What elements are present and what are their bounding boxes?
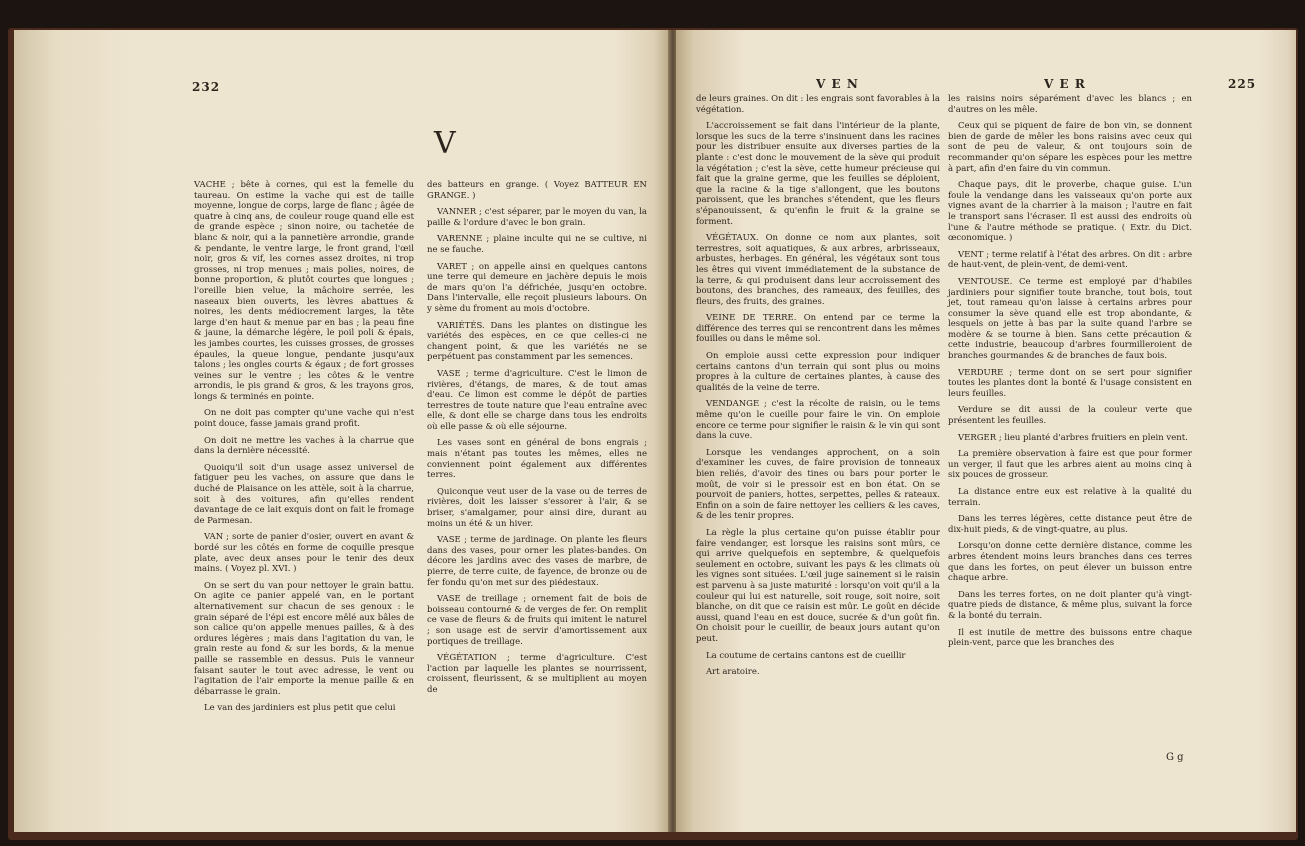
left-column-1 [194, 180, 414, 720]
paragraph: Dans les terres légères, cette distance peut être de dix-huit pieds, & de vingt-quatre, au plus. [948, 514, 1192, 535]
paragraph: On se sert du van pour nettoyer le grain battu. On agite ce panier appelé van, en le portant alternativement sur chacun de ses genoux : le grain séparé de l'épi est encore mêlé aux bâles de son calice qu'on appelle menues pailles, & à des ordures légères ; mais dans l'agitation du van, le grain reste au fond & sur les bords, & la menue paille se rassemble en dessus. Puis le vanneur faisant sauter le tout avec adresse, le vent ou l'agitation de l'air emporte la menue paille & en débarrasse le grain. [194, 580, 414, 697]
left-page [14, 30, 670, 832]
paragraph: Dans les terres fortes, on ne doit planter qu'à vingt-quatre pieds de distance, & même plus, suivant la force & la bonté du terrain. [948, 589, 1192, 621]
paragraph: La règle la plus certaine qu'on puisse établir pour faire vendanger, est lorsque les raisins sont mûrs, ce qui arrive quelquefois en septembre, & quelquefois seulement en octobre, suivant les pays & les climats où les vignes sont situées. L'œil juge sainement si le raisin est parvenu à sa juste maturité : lorsqu'on voit qu'il a la couleur qui lui est naturelle, soit rouge, soit noire, soit blanche, on dit que ce raisin est mûr. Le goût en décide aussi, quand l'eau en est douce, sucrée & d'un goût fin. On choisit pour le cueillir, de beaux jours autant qu'on peut. [696, 527, 940, 644]
paragraph: VERDURE ; terme dont on se sert pour signifier toutes les plantes dont la bonté & l'usage consistent en leurs feuilles. [948, 367, 1192, 399]
left-column-2 [427, 180, 647, 702]
paragraph: VACHE ; bête à cornes, qui est la femelle du taureau. On estime la vache qui est de taille moyenne, longue de corps, large de flanc ; âgée de quatre à cinq ans, de couleur rouge quand elle est de grande espèce ; sinon noire, ou tachetée de blanc & noir, qui a la pannetière arrondie, grande & pendante, le ventre large, le front grand, l'œil noir, gros & vif, les cornes assez droites, ni trop grosses, ni trop menues ; mais polies, noires, de bonne proportion, & plutôt courtes que longues ; l'oreille bien velue, la mâchoire serrée, les naseaux bien ouverts, les lèvres abattues & noires, les dents médiocrement larges, la tête large d'en haut & menue par en bas ; la peau fine & jaune, la démarche légère, le poil poli & épais, les jambes courtes, les cuisses grosses, de grosses épaules, la queue longue, pendante jusqu'aux talons ; les ongles courts & égaux ; de fort grosses veines sur le ventre ; les côtes & le ventre arrondis, le pis grand & gros, & les trayons gros, longs & terminés en pointe. [194, 180, 414, 402]
paragraph: La première observation à faire est que pour former un verger, il faut que les arbres aient au moins cinq à six pouces de grosseur. [948, 449, 1192, 481]
right-page-number: 225 [1228, 77, 1257, 91]
paragraph: La coutume de certains cantons est de cueillir [706, 650, 906, 661]
paragraph: VERGER ; lieu planté d'arbres fruitiers en plein vent. [958, 432, 1188, 443]
left-page-number: 232 [192, 80, 221, 94]
paragraph: Lorsque les vendanges approchent, on a soin d'examiner les cuves, de faire provision de tonneaux bien reliés, d'avoir des tines ou bars pour porter le moût, de voir si le pressoir est en bon état. On se pourvoit de paniers, hottes, serpettes, pelles & rateaux. Enfin on a soin de faire nettoyer les celliers & les caves, & de les tenir propres. [696, 447, 940, 522]
right-column-2 [948, 94, 1192, 655]
paragraph: VASE ; terme d'agriculture. C'est le limon de rivières, d'étangs, de mares, & de tout amas d'eau. Ce limon est comme le dépôt de parties terrestres de toute nature que l'eau entraîne avec elle, & dont elle se charge dans tous les endroits où elle passe & où elle séjourne. [427, 368, 647, 432]
paragraph: des batteurs en grange. ( Voyez BATTEUR EN GRANGE. ) [427, 180, 647, 201]
paragraph: La distance entre eux est relative à la qualité du terrain. [948, 487, 1192, 508]
paragraph: les raisins noirs séparément d'avec les blancs ; en d'autres on les mêle. [948, 94, 1192, 115]
paragraph: On emploie aussi cette expression pour indiquer certains cantons d'un terrain qui sont plus ou moins propres à la culture de certaines plantes, à cause des qualités de la veine de terre. [696, 351, 940, 393]
paragraph: VAN ; sorte de panier d'osier, ouvert en avant & bordé sur les côtés en forme de coquille presque plate, avec deux anses pour le tenir des deux mains. ( Voyez pl. XVI. ) [194, 532, 414, 575]
signature-mark: G g [1166, 752, 1184, 763]
paragraph: Chaque pays, dit le proverbe, chaque guise. L'un foule la vendange dans les vaisseaux qu'on porte aux vignes avant de la charrier à la maison ; l'autre en fait le transport sans l'écraser. Il est aussi des endroits où l'une & l'autre méthode se pratique. ( Extr. du Dict. œconomique. ) [948, 180, 1192, 244]
paragraph: VASE de treillage ; ornement fait de bois de boisseau contourné & de verges de fer. On remplit ce vase de fleurs & de fruits qui imitent le naturel ; son usage est de servir d'amortissement aux portiques de treillage. [427, 594, 647, 647]
paragraph: Art aratoire. [706, 667, 760, 678]
paragraph: Les vases sont en général de bons engrais ; mais n'étant pas toutes les mêmes, elles ne conviennent point également aux différentes terres. [427, 438, 647, 481]
paragraph: Quoiqu'il soit d'un usage assez universel de fatiguer peu les vaches, on assure que dans le duché de Plaisance on les attèle, soit à la charrue, soit à des voitures, afin qu'elles rendent davantage de ce lait exquis dont on fait le fromage de Parmesan. [194, 462, 414, 526]
paragraph: VENT ; terme relatif à l'état des arbres. On dit : arbre de haut-vent, de plein-vent, de demi-vent. [948, 249, 1192, 271]
paragraph: Verdure se dit aussi de la couleur verte que présentent les feuilles. [948, 405, 1192, 427]
paragraph: Lorsqu'on donne cette dernière distance, comme les arbres étendent moins leurs branches dans ces terres que dans les fortes, on peut élever un buisson entre chaque arbre. [948, 541, 1192, 584]
paragraph: Il est inutile de mettre des buissons entre chaque plein-vent, parce que les branches des [948, 627, 1192, 649]
paragraph: de leurs graines. On dit : les engrais sont favorables à la végétation. [696, 94, 940, 115]
section-letter: V [434, 126, 456, 161]
paragraph: Le van des jardiniers est plus petit que celui [204, 703, 396, 714]
paragraph: L'accroissement se fait dans l'intérieur de la plante, lorsque les sucs de la terre s'insinuent dans les racines pour les distribuer ensuite aux diverses parties de la plante : c'est donc le mouvement de la sève qui produit la végétation ; c'est la sève, cette humeur précieuse qui fait que la graine germe, que les feuilles se déploient, que la racine & la tige s'allongent, que les boutons paroissent, que les branches s'étendent, que les fleurs s'épanouissent, & qu'enfin le fruit & la graine se forment. [696, 121, 940, 227]
paragraph: Quiconque veut user de la vase ou de terres de rivières, doit les laisser s'essorer à l'air, & se briser, s'amalgamer, pour ainsi dire, durant au moins un été & un hiver. [427, 486, 647, 529]
paragraph: VARENNE ; plaine inculte qui ne se cultive, ni ne se fauche. [427, 234, 647, 255]
paragraph: VENDANGE ; c'est la récolte de raisin, ou le tems même qu'on le cueille pour faire le vin. On emploie encore ce terme pour signifier le raisin & le vin qui sont dans la cuve. [696, 399, 940, 442]
running-head-right: V E R [1044, 77, 1086, 91]
paragraph: VASE ; terme de jardinage. On plante les fleurs dans des vases, pour orner les plates-bandes. On décore les jardins avec des vases de marbre, de pierre, de terre cuite, de fayence, de bronze ou de fer fondu qu'on met sur des piédestaux. [427, 535, 647, 588]
paragraph: VÉGÉTATION ; terme d'agriculture. C'est l'action par laquelle les plantes se nourrissent, croissent, fleurissent, & se multiplient au moyen de [427, 653, 647, 695]
paragraph: VÉGÉTAUX. On donne ce nom aux plantes, soit terrestres, soit aquatiques, & aux arbres, arbrisseaux, arbustes, herbages. En général, les végétaux sont tous les êtres qui vivent immédiatement de la substance de la terre, & qui produisent dans leur accroissement des boutons, des branches, des rameaux, des feuilles, des fleurs, des fruits, des graines. [696, 233, 940, 307]
running-head-left: V E N [816, 77, 859, 91]
paragraph: On ne doit pas compter qu'une vache qui n'est point douce, fasse jamais grand profit. [194, 408, 414, 430]
right-column-1 [696, 94, 940, 684]
right-page [676, 30, 1296, 832]
paragraph: VANNER ; c'est séparer, par le moyen du van, la paille & l'ordure d'avec le bon grain. [427, 207, 647, 228]
paragraph: VEINE DE TERRE. On entend par ce terme la différence des terres qui se rencontrent dans les mêmes fouilles ou dans le même sol. [696, 313, 940, 345]
paragraph: VARET ; on appelle ainsi en quelques cantons une terre qui demeure en jachère depuis le mois de mars qu'on l'a défrichée, jusqu'en octobre. Dans l'intervalle, elle reçoit plusieurs labours. On y sème du froment au mois d'octobre. [427, 261, 647, 314]
paragraph: Ceux qui se piquent de faire de bon vin, se donnent bien de garde de mêler les bons raisins avec ceux qui sont de peu de valeur, & ont toujours soin de recommander qu'on sépare les espèces pour les mettre à part, afin d'en faire du vin commun. [948, 121, 1192, 174]
paragraph: VARIÉTÉS. Dans les plantes on distingue les variétés des espèces, en ce que celles-ci ne changent point, & que les variétés ne se perpétuent pas constamment par les semences. [427, 320, 647, 363]
paragraph: On doit ne mettre les vaches à la charrue que dans la dernière nécessité. [194, 435, 414, 457]
paragraph: VENTOUSE. Ce terme est employé par d'habiles jardiniers pour signifier toute branche, tout bois, tout jet, tout rameau qu'on laisse à certains arbres pour consumer la sève quand elle est trop abondante, & lesquels on jette à bas par la suite quand l'arbre se modère & se tourne à bien. Sans cette précaution & cette industrie, beaucoup d'arbres fourmilleroient de branches gourmandes & de branches de faux bois. [948, 276, 1192, 362]
